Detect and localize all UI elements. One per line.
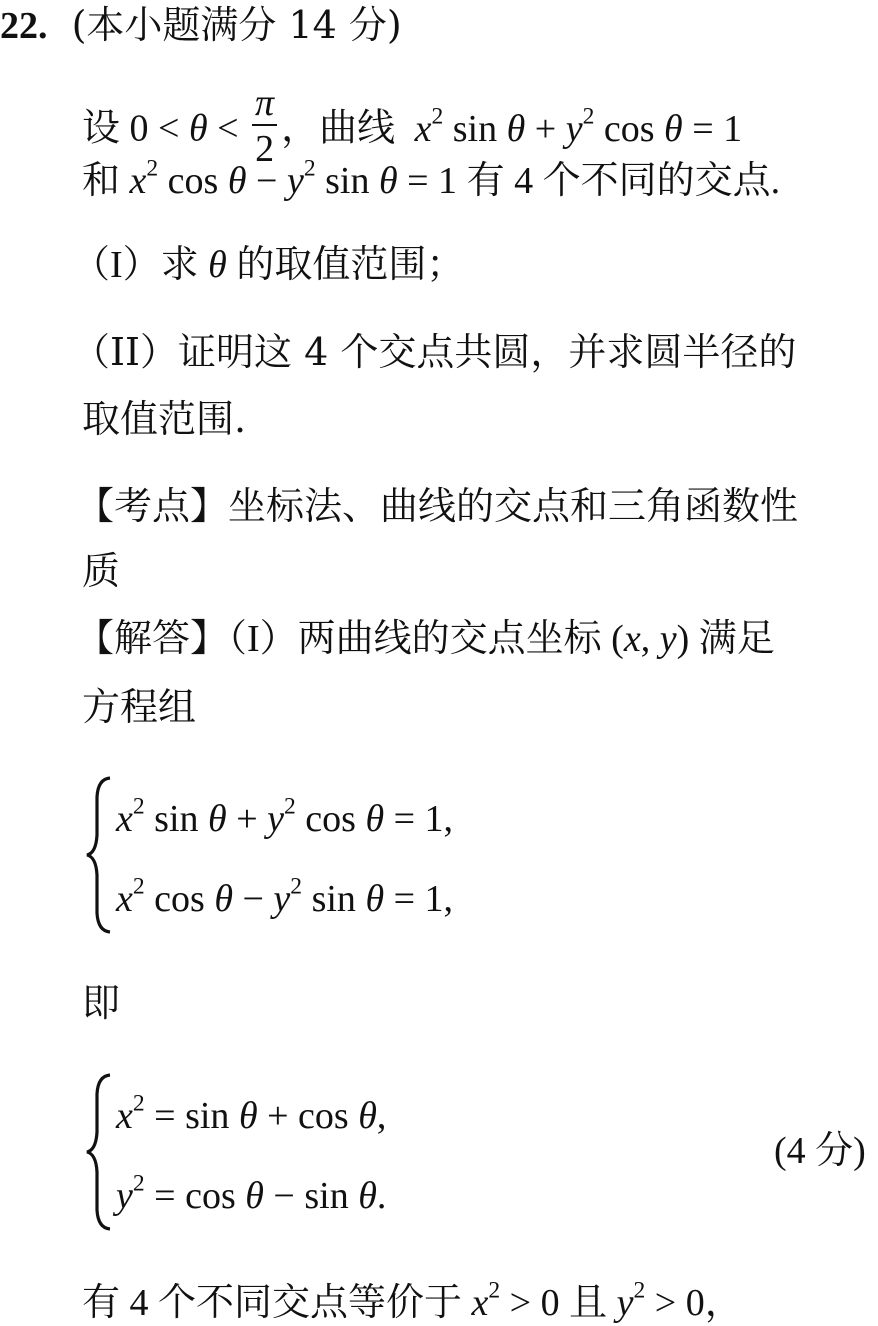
var-x: x bbox=[471, 1282, 489, 1324]
exp: 2 bbox=[132, 873, 145, 900]
var-x: x bbox=[116, 1095, 133, 1137]
curve-2-equation bbox=[129, 155, 458, 202]
exp: 2 bbox=[633, 1277, 646, 1304]
frac-numerator: π bbox=[252, 84, 277, 126]
fn: cos bbox=[158, 160, 228, 202]
var-y: y bbox=[565, 107, 583, 150]
system-1-row-2 bbox=[116, 873, 454, 921]
exp: 2 bbox=[303, 155, 316, 182]
fn: sin bbox=[144, 798, 209, 840]
op: + cos bbox=[257, 1095, 359, 1137]
var-theta: θ bbox=[208, 798, 227, 840]
exp: 2 bbox=[290, 873, 303, 900]
var-y: y bbox=[616, 1282, 634, 1324]
var-theta: θ bbox=[245, 1175, 264, 1217]
op: − bbox=[246, 160, 287, 202]
part-1-theta: θ bbox=[208, 244, 227, 286]
var-x: x bbox=[116, 798, 133, 840]
stem-text: 设 0 < bbox=[82, 107, 180, 150]
var-theta: θ bbox=[506, 107, 526, 150]
left-brace-icon bbox=[84, 1072, 114, 1232]
pi-over-two-fraction bbox=[252, 84, 277, 168]
fn: sin bbox=[443, 107, 507, 150]
stem-suffix: 有 4 个不同的交点. bbox=[466, 160, 781, 202]
var-y: y bbox=[286, 160, 304, 202]
fn: cos bbox=[144, 878, 215, 920]
jieda-suffix: ) 满足 bbox=[676, 618, 775, 660]
op: = 1 bbox=[397, 160, 458, 202]
last-line bbox=[82, 1277, 743, 1324]
exp: 2 bbox=[284, 793, 296, 820]
stem-curve-word: ，曲线 bbox=[281, 107, 396, 150]
system-1-row-1 bbox=[116, 793, 454, 841]
equation-system-1 bbox=[84, 775, 584, 935]
exp: 2 bbox=[132, 1170, 145, 1197]
var-theta: θ bbox=[214, 878, 233, 920]
exp: 2 bbox=[582, 103, 595, 130]
op: − bbox=[232, 878, 274, 920]
kaodian-line-1: 【考点】坐标法、曲线的交点和三角函数性 bbox=[76, 484, 799, 528]
op: + bbox=[525, 107, 566, 150]
op: = 1, bbox=[384, 798, 454, 840]
left-brace-icon bbox=[84, 775, 114, 935]
part-1-text: 的取值范围； bbox=[236, 244, 465, 286]
stem-lt: < bbox=[217, 107, 239, 150]
var-x: x bbox=[414, 107, 432, 150]
system-2-row-2 bbox=[116, 1170, 387, 1218]
op: + bbox=[226, 798, 268, 840]
op: = 1, bbox=[384, 878, 454, 920]
var-y: y bbox=[116, 1175, 133, 1217]
problem-number: 22. bbox=[0, 5, 48, 47]
equation-system-2 bbox=[84, 1072, 584, 1232]
kaodian-line-2: 质 bbox=[82, 549, 121, 593]
part-2-question-line-1: （II）证明这 4 个交点共圆，并求圆半径的 bbox=[72, 330, 797, 374]
score-note: (4 分) bbox=[774, 1130, 866, 1172]
part-1-label: （I）求 bbox=[72, 244, 199, 286]
var-y: y bbox=[267, 798, 284, 840]
comma: , bbox=[640, 618, 660, 660]
system-2-row-1 bbox=[116, 1090, 387, 1138]
op: > 0， bbox=[645, 1282, 743, 1324]
var-theta: θ bbox=[238, 1095, 258, 1137]
problem-stem-line-2 bbox=[82, 155, 781, 202]
var-y: y bbox=[273, 878, 291, 920]
op: > 0 且 bbox=[500, 1282, 617, 1324]
var-y: y bbox=[659, 618, 677, 660]
var-theta: θ bbox=[378, 160, 398, 202]
var-theta: θ bbox=[358, 1175, 377, 1217]
var-theta: θ bbox=[365, 798, 385, 840]
exp: 2 bbox=[146, 155, 159, 182]
fn: cos bbox=[594, 107, 665, 150]
var-theta: θ bbox=[227, 160, 247, 202]
stem-theta: θ bbox=[188, 107, 208, 150]
stem-and: 和 bbox=[82, 160, 121, 202]
fn: cos bbox=[295, 798, 366, 840]
ji-word: 即 bbox=[82, 981, 121, 1025]
punct: . bbox=[376, 1175, 387, 1217]
exp: 2 bbox=[132, 793, 145, 820]
op: − sin bbox=[263, 1175, 359, 1217]
problem-score-note: (本小题满分 14 分) bbox=[71, 3, 402, 47]
jieda-line-2: 方程组 bbox=[82, 685, 197, 729]
op: = 1 bbox=[682, 107, 743, 150]
var-theta: θ bbox=[664, 107, 683, 150]
op: = sin bbox=[144, 1095, 239, 1137]
part-2-question-line-2: 取值范围. bbox=[82, 397, 247, 441]
fn: sin bbox=[302, 878, 366, 920]
punct: , bbox=[376, 1095, 387, 1137]
jieda-prefix: 【解答】（I）两曲线的交点坐标 ( bbox=[76, 618, 624, 660]
exp: 2 bbox=[431, 103, 444, 130]
curve-1-equation bbox=[414, 103, 743, 150]
fn: sin bbox=[315, 160, 379, 202]
frac-denominator: 2 bbox=[255, 128, 275, 170]
var-x: x bbox=[129, 160, 147, 202]
exp: 2 bbox=[488, 1277, 501, 1304]
op: = cos bbox=[144, 1175, 246, 1217]
last-line-prefix: 有 4 个不同交点等价于 bbox=[82, 1282, 463, 1324]
var-theta: θ bbox=[358, 1095, 377, 1137]
problem-header-line bbox=[0, 3, 402, 47]
var-x: x bbox=[623, 618, 641, 660]
part-1-question bbox=[72, 246, 464, 284]
var-theta: θ bbox=[365, 878, 385, 920]
jieda-line-1 bbox=[76, 620, 775, 658]
var-x: x bbox=[116, 878, 133, 920]
exp: 2 bbox=[132, 1090, 145, 1117]
